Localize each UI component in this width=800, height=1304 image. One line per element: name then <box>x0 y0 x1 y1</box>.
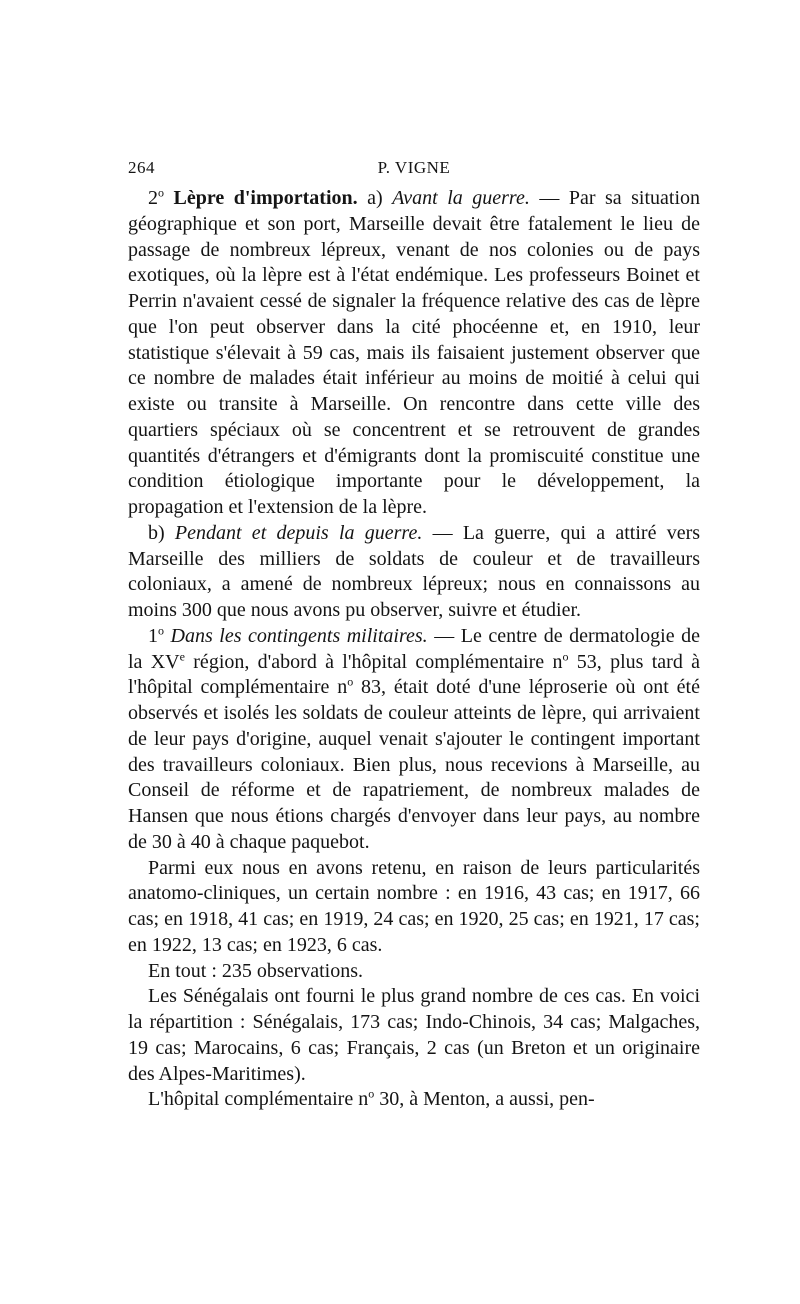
subsection-title: Avant la guerre. <box>392 187 530 209</box>
paragraph-text-b: région, d'abord à l'hôpital complémentaire n <box>184 650 563 673</box>
page-body <box>128 186 700 1113</box>
superscript-e: e <box>179 648 185 663</box>
section-heading: Lèpre d'importation. <box>173 187 358 209</box>
paragraph-text-a: — Le centre de dermatologie de la XV <box>128 624 701 673</box>
subsection-title: Dans les contingents militaires. <box>170 624 428 647</box>
paragraph-text: En tout : 235 observations. <box>148 959 363 982</box>
paragraph-contingents <box>128 624 700 856</box>
paragraph-text-b: 30, à Menton, a aussi, pen- <box>374 1088 595 1111</box>
paragraph-text: Les Sénégalais ont fourni le plus grand nombre de ces cas. En voici la répartition : Sénégalais, 173 cas; Indo-Chinois, 34 cas; Malgaches, 19 cas; Marocains, 6 cas; Français, 2 cas (un Breton et un originaire des Alpes-Maritimes). <box>128 985 700 1085</box>
superscript-o: o <box>368 1086 375 1101</box>
subsection-number-sup: o <box>158 623 164 638</box>
paragraph-total <box>128 959 700 985</box>
paragraph-text: — Par sa situation géographique et son port, Marseille devait être fatalement le lieu de passage de nombreux lépreux, venant de nos colonies ou de pays exotiques, où la lèpre est à l'état endémique. Les professeurs Boinet et Perrin n'avaient cessé de signaler la fréquence relative des cas de lèpre que l'on peut observer dans la cité phocéenne et, en 1910, leur statistique s'élevait à 59 cas, mais ils faisaient justement observer que ce nombre de malades était inférieur au moins de moitié à celui qui existe ou transite à Marseille. On rencontre dans cette ville des quartiers spéciaux où se concentrent et se retrouvent de grandes quantités d'étrangers et d'émigrants dont la promiscuité constitue une condition étiologique importante pour le développement, la propagation et l'extension de la lèpre. <box>128 187 701 518</box>
paragraph-text-d: 83, était doté d'une léproserie où ont été observés et isolés les soldats de couleur atteints de lèpre, qui arrivaient de leur pays d'origine, auquel venait s'ajouter le contingent important des travailleurs coloniaux. Bien plus, nous recevions à Marseille, au Conseil de réforme et de rapatriement, de nombreux malades de Hansen que nous étions chargés d'envoyer dans leur pays, au nombre de 30 à 40 à chaque paquebot. <box>128 676 700 853</box>
paragraph-menton <box>128 1087 700 1113</box>
paragraph-guerre <box>128 521 700 624</box>
section-number: 2 <box>148 187 158 209</box>
superscript-o: o <box>347 674 354 689</box>
paragraph-statistics <box>128 856 700 959</box>
section-number-sup: o <box>158 185 164 200</box>
paragraph-repartition <box>128 984 700 1087</box>
paragraph-text-c: 53, plus tard à l'hôpital complémentaire n <box>128 650 701 699</box>
subsection-letter: a) <box>367 187 383 209</box>
running-title: P. VIGNE <box>377 158 451 177</box>
subsection-title: Pendant et depuis la guerre. <box>174 521 423 544</box>
paragraph-importation <box>128 186 700 521</box>
page-number: 264 <box>128 158 155 177</box>
page-header <box>128 150 700 180</box>
paragraph-text: Parmi eux nous en avons retenu, en raison de leurs particularités anatomo-cliniques, un certain nombre : en 1916, 43 cas; en 1917, 66 cas; en 1918, 41 cas; en 1919, 24 cas; en 1920, 25 cas; en 1921, 17 cas; en 1922, 13 cas; en 1923, 6 cas. <box>128 856 700 956</box>
paragraph-text-a: L'hôpital complémentaire n <box>148 1088 369 1111</box>
subsection-number: 1 <box>148 624 158 647</box>
paragraph-text: — La guerre, qui a attiré vers Marseille des milliers de soldats de couleur et de travailleurs coloniaux, a amené de nombreux lépreux; nous en connaissons au moins 300 que nous avons pu observer, suivre et étudier. <box>128 521 701 621</box>
superscript-o: o <box>562 648 569 663</box>
subsection-letter: b) <box>148 521 165 544</box>
